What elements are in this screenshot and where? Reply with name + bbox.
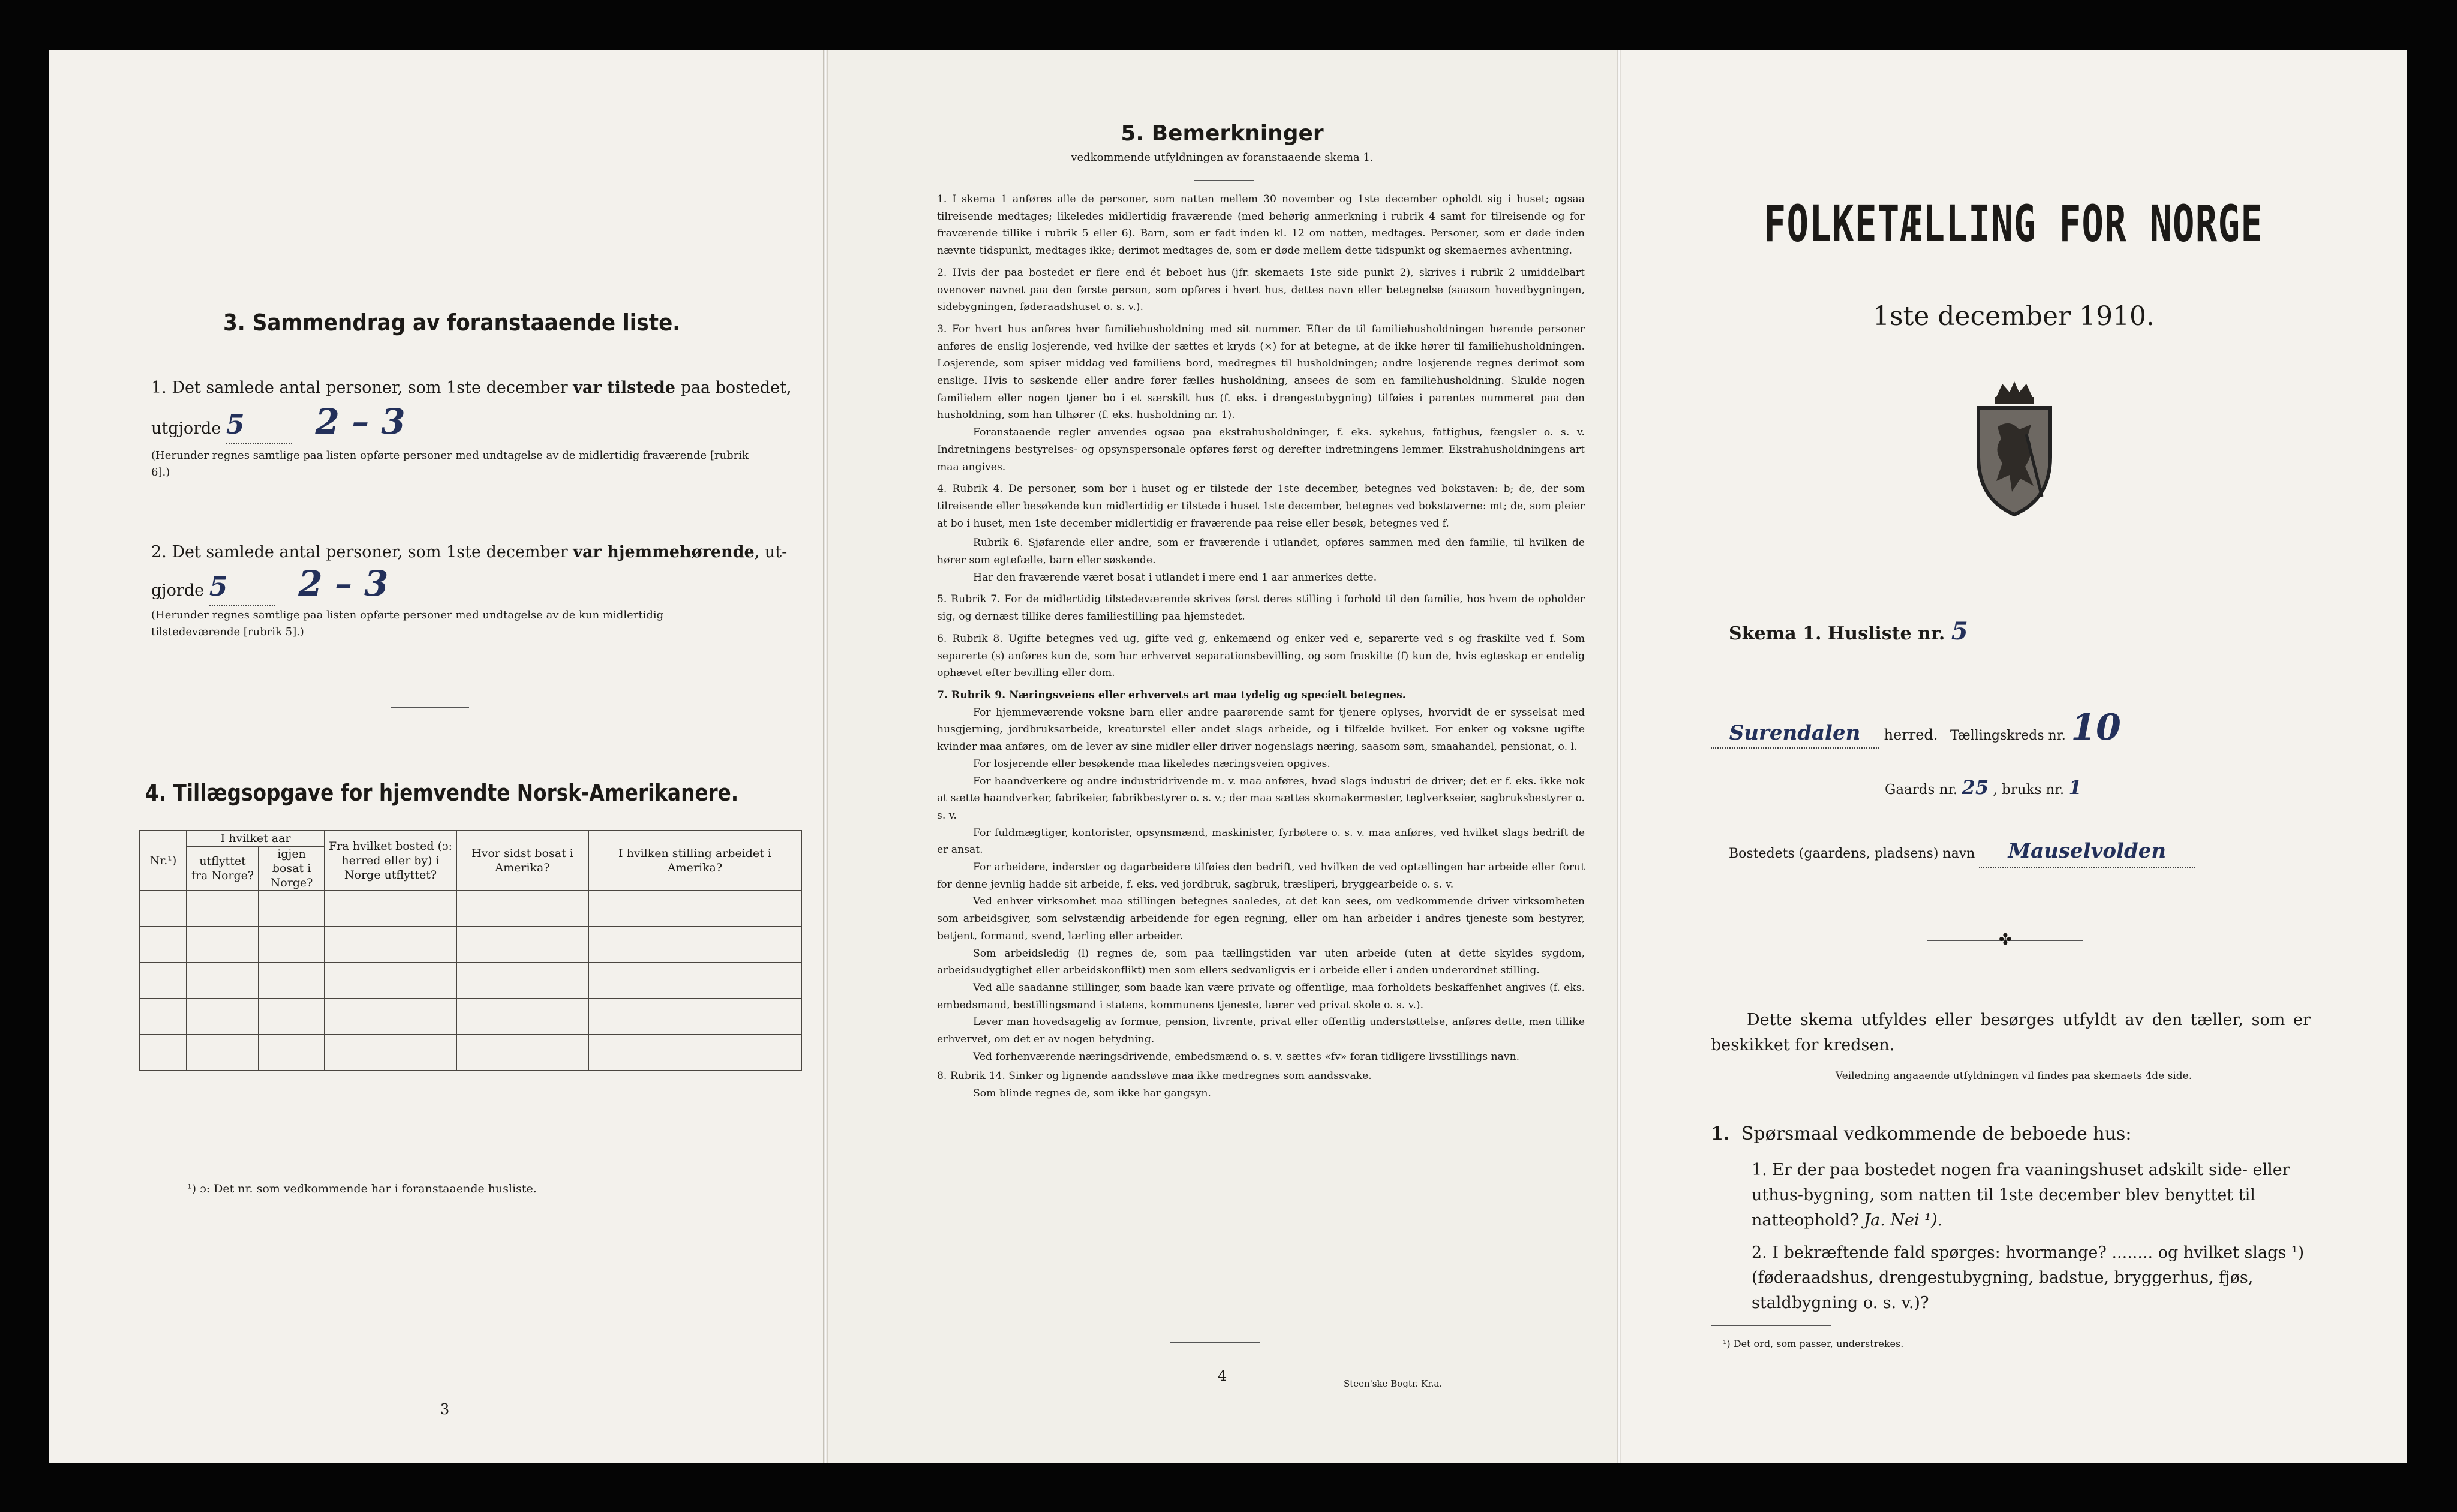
count-present: 5 (226, 410, 245, 440)
divider (391, 707, 469, 708)
husliste-nr: 5 (1951, 617, 1968, 645)
printer-mark: Steen'ske Bogtr. Kr.a. (1344, 1378, 1443, 1389)
remarks-subtitle: vedkommende utfyldningen av foranstaaende skema 1. (1071, 151, 1374, 164)
kreds-value: 10 (2071, 707, 2121, 749)
summary-item-1: 1. Det samlede antal personer, som 1ste december var tilstede paa bostedet, utgjorde 5 2 – 3 (Herunder regnes samtlige paa listen opførte personer med undtagelse av de midlertidig fraværende [rubrik 6].) (151, 374, 811, 481)
divider (1170, 1342, 1260, 1343)
norsk-amerikanere-table (139, 830, 802, 1071)
divider (1711, 1325, 1831, 1326)
page-right (1621, 50, 2407, 1463)
col-from: Fra hvilket bosted (ɔ: herred eller by) i Norge utflyttet? (325, 831, 456, 891)
remark-7j: Ved forhenværende næringsdrivende, embedsmænd o. s. v. sættes «fv» foran tidligere livsstillings navn. (973, 1050, 1520, 1063)
remark-8: 8. Rubrik 14. Sinker og lignende aandssløve maa ikke medregnes som aandssvake. (937, 1070, 1372, 1083)
census-date: 1ste december 1910. (1872, 301, 2155, 332)
remarks-text (937, 191, 1585, 1102)
document-title: FOLKETÆLLING FOR NORGE (1764, 194, 2264, 253)
remark-7: 7. Rubrik 9. Næringsveiens eller erhvervets art maa tydelig og specielt betegnes. (937, 689, 1406, 701)
table-row (140, 1035, 801, 1071)
remark-1: 1. I skema 1 anføres alle de personer, som natten mellem 30 november og 1ste december opholdt sig i huset; ogsaa tilreisende medtages; likeledes midlertidig fraværende (med behørig anmerkning i rubrik 4 samt for tilreisende og for fraværende tillike i rubrik 5 eller 6). Barn, som er født inden kl. 12 om natten, medtages. Personer, som er døde inden nævnte tidspunkt, medtages ikke; derimot medtages de, som er døde mellem dette tidspunkt og skemaernes avhentning. (937, 193, 1585, 257)
remark-4: 4. Rubrik 4. De personer, som bor i huset og er tilstede der 1ste december, betegnes ved bokstaven: b; de, der som tilreisende eller besøkende kun midlertidig er tilstede i huset 1ste december, betegnes ved bokstaverne: mt; de, som pleier at bo i huset, men 1ste december midlertidig er fraværende paa reise eller besøk, betegnes ved f. (937, 483, 1585, 530)
question-2: 2. I bekræftende fald spørges: hvormange? ........ og hvilket slags ¹) (føderaadshus, drengestubygning, badstue, bryggerhus, fjøs, staldbygning o. s. v.)? (1752, 1243, 2305, 1312)
gaards-value: 25 (1962, 776, 1989, 799)
remark-7a: For hjemmeværende voksne barn eller andre paarørende samt for tjenere oplyses, hvorvidt de er sysselsat med husgjerning, jordbruksarbeide, kreaturstel eller andet slags arbeide, og i tilfælde hvilket. For enker og voksne ugifte kvinder maa anføres, om de lever av sine midler eller driver nogenslags næring, saasom søm, smaahandel, pensionat, o. l. (937, 706, 1585, 753)
herred-line: Surendalen herred. Tællingskreds nr. 10 (1711, 715, 2371, 749)
count-resident-handwritten: 2 – 3 (298, 563, 389, 604)
skema-line: Skema 1. Husliste nr. 5 (1729, 617, 1968, 645)
count-present-handwritten: 2 – 3 (315, 401, 406, 442)
question-heading: 1. Spørsmaal vedkommende de beboede hus: (1711, 1123, 2132, 1144)
col-last: Hvor sidst bosat i Amerika? (456, 831, 588, 891)
col-job: I hvilken stilling arbeidet i Amerika? (588, 831, 801, 891)
remark-8b: Som blinde regnes de, som ikke har gangsyn. (973, 1087, 1211, 1100)
gaards-line: Gaards nr. 25 , bruks nr. 1 (1885, 776, 2082, 799)
question-1: 1. Er der paa bostedet nogen fra vaaningshuset adskilt side- eller uthus-bygning, som natten til 1ste december blev benyttet til natteophold? Ja. Nei ¹). (1752, 1161, 2290, 1230)
col-group-year: I hvilket aar (187, 831, 325, 846)
summary-note-1: (Herunder regnes samtlige paa listen opførte personer med undtagelse av de midlertidig fraværende [rubrik 6].) (151, 449, 749, 479)
remark-6: 6. Rubrik 8. Ugifte betegnes ved ug, gifte ved g, enkemænd og enker ved e, separerte ved s og fraskilte ved f. Som separerte (s) anføres kun de, som har erhvervet separationsbevilling, og som fraskilte (f) kun de, hvis egteskap er endelig ophævet efter bevilling eller dom. (937, 632, 1585, 680)
remark-3b: Foranstaaende regler anvendes ogsaa paa ekstrahusholdninger, f. eks. sykehus, fattighus, fængsler o. s. v. Indretningens bestyrelses- og opsynspersonale opføres først og derefter indretningens lemmer. Ekstrahusholdningens art maa angives. (937, 426, 1585, 473)
divider (1194, 180, 1254, 181)
table-row (140, 999, 801, 1035)
herred-value: Surendalen (1729, 721, 1861, 745)
table-footnote: ¹) ɔ: Det nr. som vedkommende har i foranstaaende husliste. (187, 1182, 537, 1195)
section4-title: 4. Tillægsopgave for hjemvendte Norsk-Amerikanere. (145, 780, 739, 806)
remark-7d: For fuldmægtiger, kontorister, opsynsmænd, maskinister, fyrbøtere o. s. v. maa anføres, ved hvilket slags bedrift de er ansat. (937, 826, 1585, 856)
remark-3: 3. For hvert hus anføres hver familiehusholdning med sit nummer. Efter de til familiehusholdningen hørende personer anføres de enslig losjerende, ved hvilke der sættes et kryds (×) for at betegne, at de ikke hører til familiehusholdningen. Losjerende, som spiser middag ved familiens bord, medregnes til husholdningen; andre losjerende regnes derimot som enslige. Hvis to søskende eller andre fører fælles husholdning, ansees de som en familiehusholdning. Skulde nogen familielem eller nogen tjener bo i et særskilt hus (f. eks. i drengestubygning) tilføies i parentes nummeret paa den husholdning, som han tilhører (f. eks. husholdning nr. 1). (937, 323, 1585, 422)
table-row (140, 927, 801, 963)
table-row (140, 891, 801, 927)
intro-text: Dette skema utfyldes eller besørges utfyldt av den tæller, som er beskikket for kredsen. (1711, 1011, 2311, 1054)
remark-4b: Rubrik 6. Sjøfarende eller andre, som er fraværende i utlandet, opføres sammen med den familie, til hvilken de hører som egtefælle, barn eller søskende. (937, 537, 1585, 567)
remark-7h: Ved alle saadanne stillinger, som baade kan være private og offentlige, maa forholdets beskaffenhet angives (f. eks. embedsmand, bestillingsmand i statens, kommunens tjeneste, lærer ved privat skole o. s. v.). (937, 981, 1585, 1011)
remarks-title: 5. Bemerkninger (1121, 121, 1324, 146)
count-resident: 5 (209, 572, 228, 602)
summary-item-2: 2. Det samlede antal personer, som 1ste december var hjemmehørende, ut- gjorde 5 2 – 3 (Herunder regnes samtlige paa listen opførte personer med undtagelse av de kun midlertidig tilstedeværende [rubrik 5].) (151, 539, 811, 641)
col-back: igjen bosat i Norge? (259, 846, 325, 891)
page-left (49, 50, 823, 1463)
remark-4c: Har den fraværende været bosat i utlandet i mere end 1 aar anmerkes dette. (973, 571, 1377, 584)
col-nr: Nr.¹) (140, 831, 187, 891)
bosted-value: Mauselvolden (2008, 839, 2167, 863)
norwegian-coat-of-arms-icon (1954, 379, 2074, 517)
page-number-4: 4 (1218, 1367, 1227, 1384)
right-footnote: ¹) Det ord, som passer, understrekes. (1723, 1338, 1904, 1349)
summary-note-2: (Herunder regnes samtlige paa listen opførte personer med undtagelse av de kun midlertidig tilstedeværende [rubrik 5].) (151, 609, 664, 638)
remark-7g: Som arbeidsledig (l) regnes de, som paa tællingstiden var uten arbeide (uten at dette skyldes sygdom, arbeidsudygtighet eller arbeidskonflikt) men som ellers sedvanligvis er i arbeide eller i anden underordnet stilling. (937, 947, 1585, 977)
remark-7b: For losjerende eller besøkende maa likeledes næringsveien opgives. (973, 757, 1330, 770)
remark-2: 2. Hvis der paa bostedet er flere end ét beboet hus (jfr. skemaets 1ste side punkt 2), skrives i rubrik 2 umiddelbart ovenover navnet paa den første person, som opføres i hvert hus, dettes navn eller betegnelse (saasom hovedbygningen, sidebygningen, føderaadshuset o. s. v.). (937, 266, 1585, 314)
intro-note: Veiledning angaaende utfyldningen vil findes paa skemaets 4de side. (1835, 1070, 2192, 1082)
remark-7f: Ved enhver virksomhet maa stillingen betegnes saaledes, at det kan sees, om vedkommende driver virksomheten som arbeidsgiver, som selvstændig arbeidende for egen regning, eller om han arbeider i andres tjeneste som bestyrer, betjent, formand, svend, lærling eller arbeider. (937, 895, 1585, 942)
page-fold-left (823, 50, 828, 1463)
remark-5: 5. Rubrik 7. For de midlertidig tilstedeværende skrives først deres stilling i forhold til den familie, hos hvem de opholder sig, og dernæst tillike deres familiestilling paa hjemstedet. (937, 593, 1585, 623)
remark-7i: Lever man hovedsagelig av formue, pension, livrente, privat eller offentlig understøttelse, anføres dette, men tillike erhvervet, om det er av nogen betydning. (937, 1016, 1585, 1046)
page-middle (828, 50, 1617, 1463)
col-left: utflyttet fra Norge? (187, 846, 259, 891)
remark-7e: For arbeidere, inderster og dagarbeidere tilføies den bedrift, ved hvilken de ved optællingen har arbeide eller forut for denne jevnlig hadde sit arbeide, f. eks. ved jordbruk, sagbruk, træsliperi, bryggearbeide o. s. v. (937, 861, 1585, 891)
ornament-icon: ✤ (1999, 931, 2012, 949)
remark-7c: For haandverkere og andre industridrivende m. v. maa anføres, hvad slags industri de driver; det er f. eks. ikke nok at sætte haandverker, fabrikeier, fabrikbestyrer o. s. v.; der maa sættes skomakermester, teglverkseier, sagbruksbestyrer o. s. v. (937, 775, 1585, 822)
bruks-value: 1 (2068, 776, 2082, 799)
section3-title: 3. Sammendrag av foranstaaende liste. (223, 309, 681, 336)
page-number-3: 3 (440, 1401, 450, 1418)
table-row (140, 963, 801, 999)
q1-answer: Ja. Nei ¹). (1864, 1211, 1943, 1230)
bosted-line: Bostedets (gaardens, pladsens) navn Mauselvolden (1729, 838, 2195, 868)
